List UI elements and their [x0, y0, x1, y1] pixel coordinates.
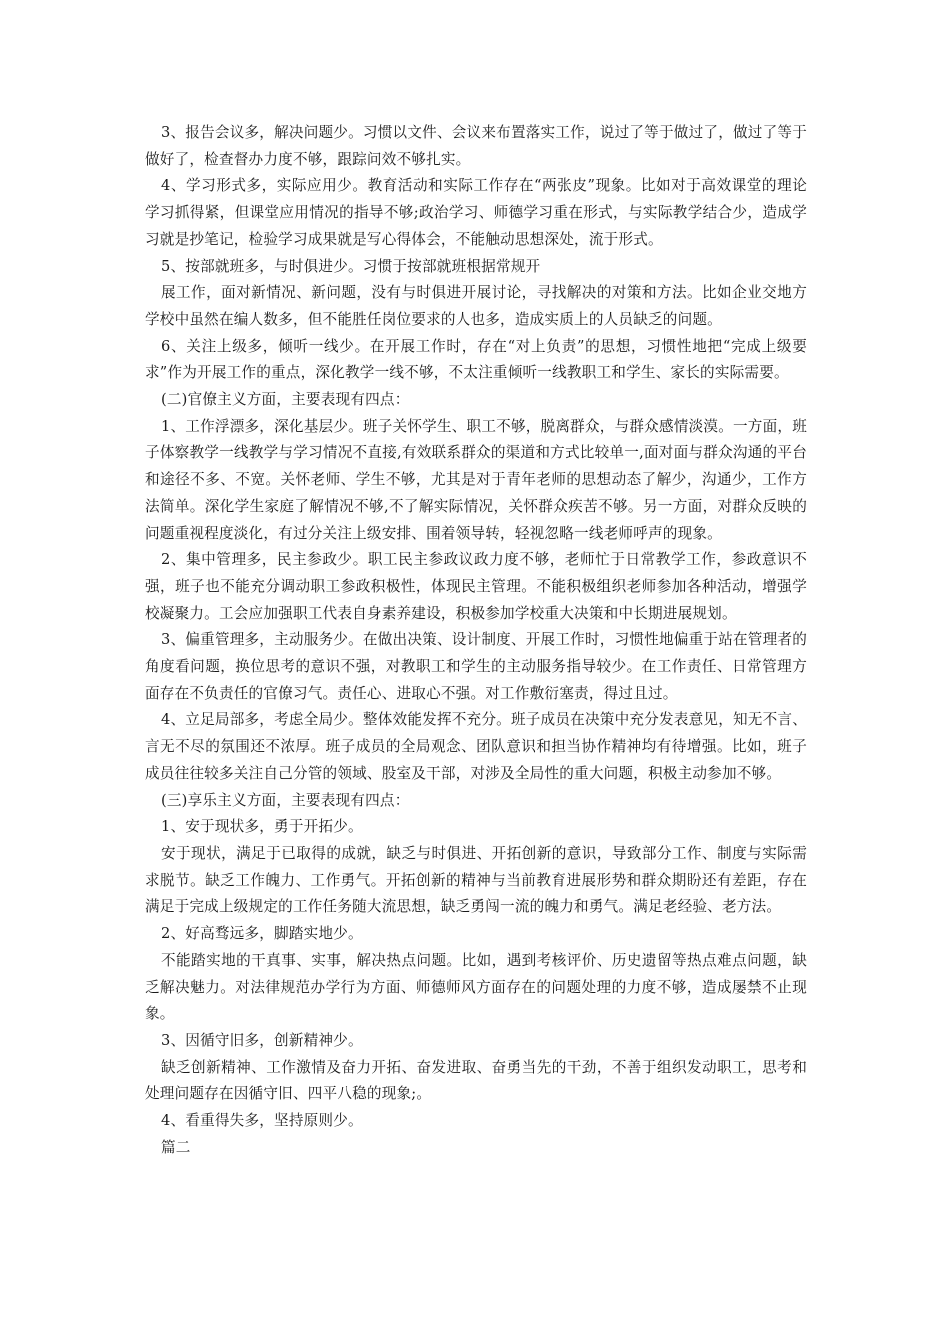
section-heading-hedonism: (三)享乐主义方面，主要表现有四点：: [161, 791, 410, 809]
paragraph-content-status-quo: 安于现状，满足于已取得的成就，缺乏与时俱进、开拓创新的意识，导致部分工作、制度与实际需求脱节。缺乏工作魄力、工作勇气。开拓创新的精神与当前教育进展形势和群众期盼还有差距，存在满足于完成上级规定的工作任务随大流思想，缺乏勇闯一流的魄力和勇气。满足老经验、老方法。: [145, 844, 807, 916]
paragraph-management-over-service: 3、偏重管理多，主动服务少。在做出决策、设计制度、开展工作时，习惯性地偏重于站在管理者的角度看问题，换位思考的意识不强，对教职工和学生的主动服务指导较少。在工作责任、日常管理方面存在不负责任的官僚习气。责任心、进取心不强。对工作敷衍塞责，得过且过。: [145, 631, 807, 702]
paragraph-focus-superiors: 6、关注上级多，倾听一线少。在开展工作时，存在“对上负责”的思想，习惯性地把“完成上级要求”作为开展工作的重点，深化教学一线不够，不太注重倾听一线教职工和学生、家长的实际需要。: [145, 337, 807, 382]
paragraph-report-meetings: 3、报告会议多，解决问题少。习惯以文件、会议来布置落实工作，说过了等于做过了，做过了等于做好了，检查督办力度不够，跟踪问效不够扎实。: [145, 124, 807, 168]
subheading-gains-losses: 4、看重得失多，坚持原则少。: [161, 1112, 363, 1130]
subheading-conservative: 3、因循守旧多，创新精神少。: [161, 1031, 363, 1049]
section-label-part-two: 篇二: [161, 1138, 191, 1156]
paragraph-conservative: 缺乏创新精神、工作激情及奋力开拓、奋发进取、奋勇当先的干劲，不善于组织发动职工，思考和处理问题存在因循守旧、四平八稳的现象;。: [145, 1058, 807, 1103]
paragraph-study-forms: 4、学习形式多，实际应用少。教育活动和实际工作存在“两张皮”现象。比如对于高效课堂的理论学习抓得紧，但课堂应用情况的指导不够;政治学习、师德学习重在形式，与实际教学结合少，造成学习就是抄笔记，检验学习成果就是写心得体会，不能触动思想深处，流于形式。: [145, 177, 807, 248]
paragraph-routine-work: 5、按部就班多，与时俱进少。习惯于按部就班根据常规开: [161, 257, 541, 275]
paragraph-routine-work-continued: 展工作，面对新情况、新问题，没有与时俱进开展讨论，寻找解决的对策和方法。比如企业交地方学校中虽然在编人数多，但不能胜任岗位要求的人也多，造成实质上的人员缺乏的问题。: [145, 284, 807, 328]
subheading-content-status-quo: 1、安于现状多，勇于开拓少。: [161, 818, 363, 836]
subheading-overambitious: 2、好高骛远多，脚踏实地少。: [161, 925, 363, 943]
paragraph-local-over-global: 4、立足局部多，考虑全局少。整体效能发挥不充分。班子成员在决策中充分发表意见，知无不言、言无不尽的氛围还不浓厚。班子成员的全局观念、团队意识和担当协作精神均有待增强。比如，班子成员往往较多关注自己分管的领域、股室及干部，对涉及全局性的重大问题，积极主动参加不够。: [145, 711, 807, 782]
paragraph-superficial-work: 1、工作浮漂多，深化基层少。班子关怀学生、职工不够，脱离群众，与群众感情淡漠。一方面，班子体察教学一线教学与学习情况不直接,有效联系群众的渠道和方式比较单一,面对面与群众沟通的平台和途径不多、不宽。关怀老师、学生不够，尤其是对于青年老师的思想动态了解少，沟通少，工作方法简单。深化学生家庭了解情况不够,不了解实际情况，关怀群众疾苦不够。另一方面，对群众反映的问题重视程度淡化，有过分关注上级安排、围着领导转，轻视忽略一线老师呼声的现象。: [145, 417, 807, 542]
paragraph-centralized-management: 2、集中管理多，民主参政少。职工民主参政议政力度不够，老师忙于日常教学工作，参政意识不强，班子也不能充分调动职工参政积极性，体现民主管理。不能积极组织老师参加各种活动，增强学校凝聚力。工会应加强职工代表自身素养建设，积极参加学校重大决策和中长期进展规划。: [145, 551, 807, 622]
document-page: [145, 120, 807, 1161]
paragraph-overambitious: 不能踏实地的干真事、实事，解决热点问题。比如，遇到考核评价、历史遗留等热点难点问题，缺乏解决魅力。对法律规范办学行为方面、师德师风方面存在的问题处理的力度不够，造成屡禁不止现象。: [145, 951, 807, 1023]
section-heading-bureaucratism: (二)官僚主义方面，主要表现有四点：: [161, 391, 410, 409]
